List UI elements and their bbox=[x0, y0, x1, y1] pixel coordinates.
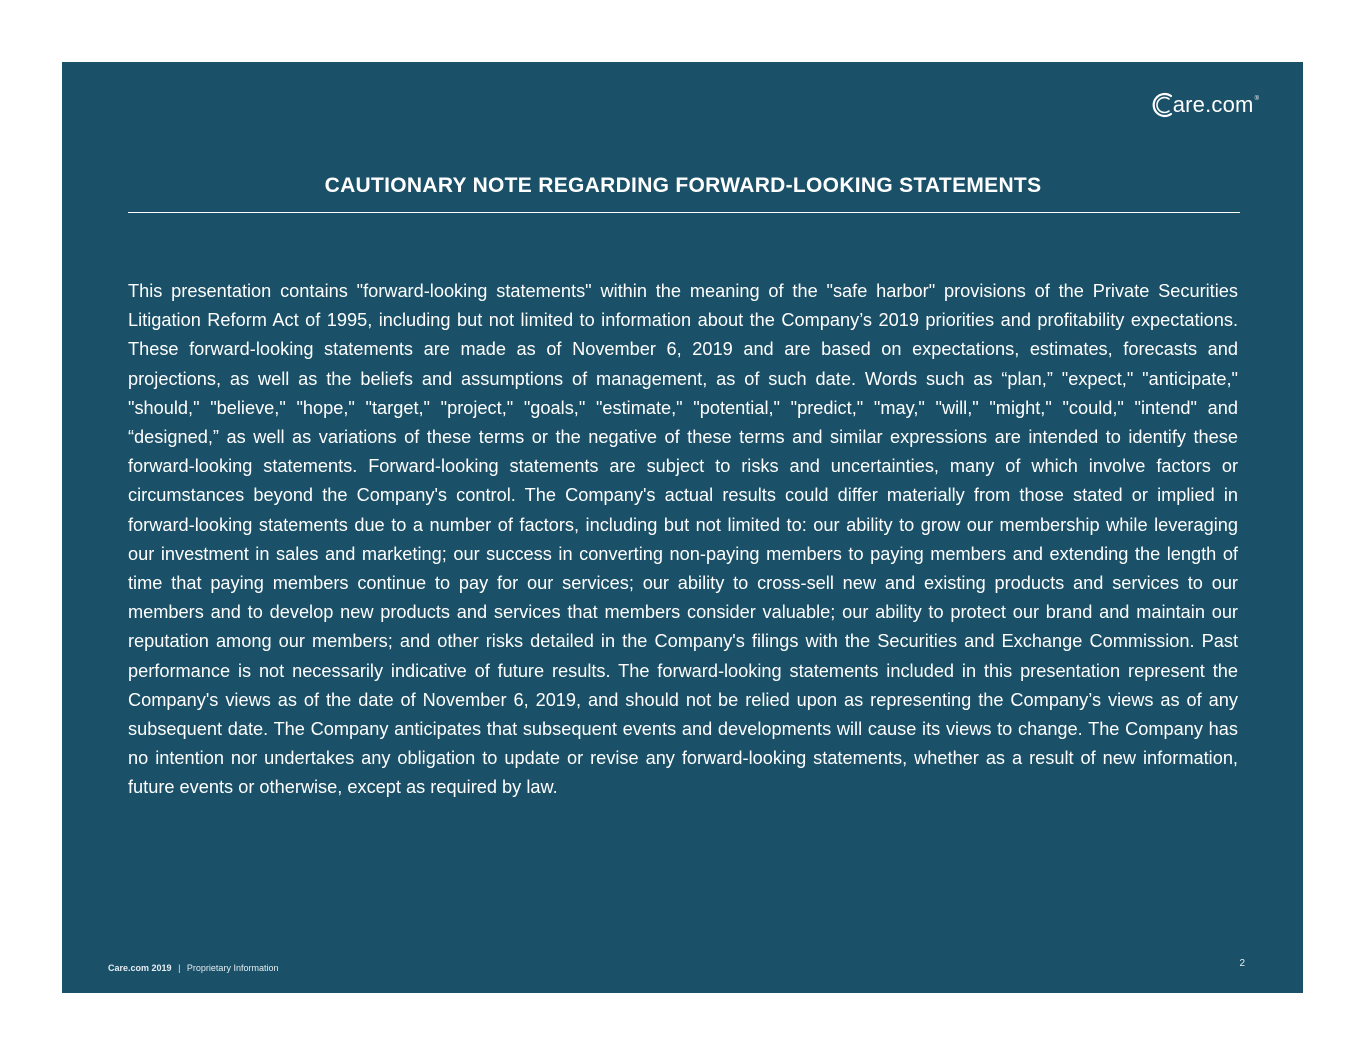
disclaimer-body: This presentation contains "forward-looking statements" within the meaning of the "safe harbor" provisions of the Private Securities Litigation Reform Act of 1995, including but not limited to information about the Company’s 2019 priorities and profitability expectations. These forward-looking statements are made as of November 6, 2019 and are based on expectations, estimates, forecasts and projections, as well as the beliefs and assumptions of management, as of such date. Words such as “plan,” "expect," "anticipate," "should," "believe," "hope," "target," "project," "goals," "estimate," "potential," "predict," "may," "will," "might," "could," "intend" and “designed,” as well as variations of these terms or the negative of these terms and similar expressions are intended to identify these forward-looking statements. Forward-looking statements are subject to risks and uncertainties, many of which involve factors or circumstances beyond the Company's control. The Company's actual results could differ materially from those stated or implied in forward-looking statements due to a number of factors, including but not limited to: our ability to grow our membership while leveraging our investment in sales and marketing; our success in converting non-paying members to paying members and extending the length of time that paying members continue to pay for our services; our ability to cross-sell new and existing products and services to our members and to develop new products and services that members consider valuable; our ability to protect our brand and maintain our reputation among our members; and other risks detailed in the Company's filings with the Securities and Exchange Commission. Past performance is not necessarily indicative of future results. The forward-looking statements included in this presentation represent the Company's views as of the date of November 6, 2019, and should not be relied upon as representing the Company’s views as of any subsequent date. The Company anticipates that subsequent events and developments will cause its views to change. The Company has no intention nor undertakes any obligation to update or revise any forward-looking statements, whether as a result of new information, future events or otherwise, except as required by law. bbox=[128, 281, 1238, 798]
registered-mark: ® bbox=[1254, 96, 1259, 102]
care-logo bbox=[1149, 90, 1259, 120]
footer-label: Proprietary Information bbox=[186, 963, 279, 973]
title-divider bbox=[128, 212, 1240, 213]
slide bbox=[62, 62, 1303, 993]
footer bbox=[108, 963, 278, 973]
slide-title: CAUTIONARY NOTE REGARDING FORWARD-LOOKING STATEMENTS bbox=[324, 174, 1042, 197]
footer-separator: | bbox=[178, 963, 181, 973]
footer-brand: Care.com 2019 bbox=[108, 963, 172, 973]
care-logo-text: are.com bbox=[1172, 92, 1254, 117]
page-number: 2 bbox=[1239, 958, 1245, 969]
